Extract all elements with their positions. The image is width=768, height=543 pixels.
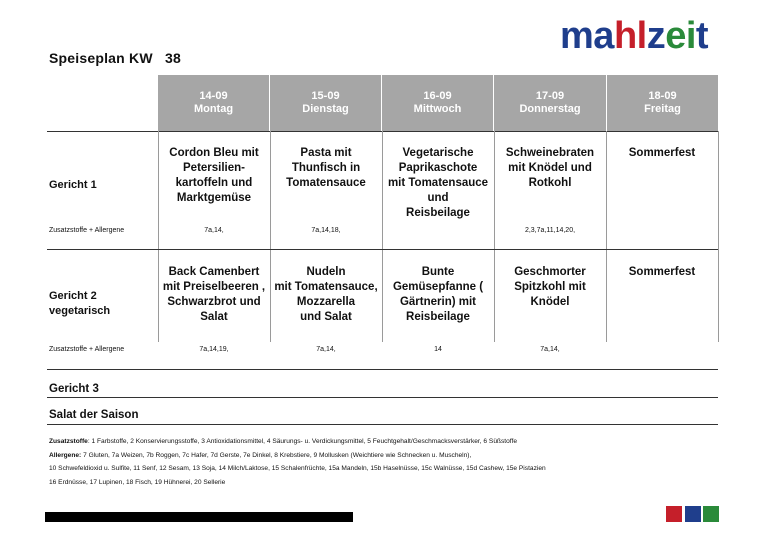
day-name: Donnerstag (519, 103, 581, 115)
day-date: 18-09 (648, 90, 677, 102)
logo-letter: a (593, 15, 614, 57)
logo-letter: m (560, 15, 594, 57)
footnote-text: 7 Gluten, 7a Weizen, 7b Roggen, 7c Hafer, 7d Gerste, 7e Dinkel, 8 Krebstiere, 9 Mollusken (Weichtiere wie Schnecken u. Muscheln), (81, 452, 472, 459)
additives-gericht1-tuesday: 7a,14,18, (311, 227, 341, 234)
dish-gericht2-friday (607, 265, 717, 280)
dish-line: und (427, 192, 449, 204)
row-label-line: Gericht 2 (49, 290, 97, 302)
dish-line: Pasta mit (300, 147, 352, 159)
dish-gericht2-tuesday (271, 265, 381, 325)
footnote-line-3: 10 Schwefeldioxid u. Sulfite, 11 Senf, 12 Sesam, 13 Soja, 14 Milch/Laktose, 15 Schalenfrüchte, 15a Mandeln, 15b Haselnüsse, 15c Walnüsse, 15d Cashew, 15e Pistazien (49, 465, 546, 472)
additives-gericht2-thursday: 7a,14, (540, 346, 560, 353)
row-divider (47, 424, 718, 425)
dish-line: Tomatensauce (286, 177, 366, 189)
logo-letter: e (665, 15, 686, 57)
row-label-gericht-2 (49, 289, 110, 319)
row-divider (47, 249, 718, 250)
day-name: Montag (193, 103, 234, 115)
dish-gericht1-wednesday (383, 146, 493, 221)
footer-square-blue (685, 506, 701, 522)
dish-line: Bunte (421, 266, 455, 278)
dish-gericht2-monday (159, 265, 269, 325)
day-date: 16-09 (423, 90, 452, 102)
logo-letter: l (636, 15, 647, 57)
dish-line: Sommerfest (628, 266, 696, 278)
footnote-allergene (49, 451, 471, 460)
dish-line: Gärtnerin) mit (399, 296, 477, 308)
dish-line: Vegetarische (402, 147, 474, 159)
dish-gericht1-tuesday (271, 146, 381, 191)
mahlzeit-logo (560, 14, 708, 58)
day-name: Mittwoch (413, 103, 462, 115)
page-title: Speiseplan KW 38 (49, 50, 181, 66)
dish-line: Mozzarella (296, 296, 356, 308)
day-header-monday (158, 75, 269, 131)
logo-letter: h (613, 15, 637, 57)
dish-line: Rotkohl (528, 177, 572, 189)
dish-line: Knödel (530, 296, 570, 308)
dish-line: Marktgemüse (176, 192, 252, 204)
footer-square-green (703, 506, 719, 522)
dish-line: Spitzkohl mit (514, 281, 586, 293)
row-label-gericht-3: Gericht 3 (49, 383, 99, 395)
row-divider (47, 397, 718, 398)
dish-line: Reisbeilage (406, 207, 470, 219)
dish-line: Geschmorter (514, 266, 586, 278)
row-label-gericht-1: Gericht 1 (49, 179, 97, 191)
footnote-label: Allergene: (49, 452, 82, 459)
dish-line: mit Tomatensauce (387, 177, 489, 189)
footnote-line-4: 16 Erdnüsse, 17 Lupinen, 18 Fisch, 19 Hühnerei, 20 Sellerie (49, 479, 226, 486)
dish-line: Nudeln (306, 266, 346, 278)
logo-letter: t (695, 15, 709, 57)
day-header-tuesday (270, 75, 381, 131)
additives-label: Zusatzstoffe + Allergene (49, 346, 125, 353)
dish-line: Salat (200, 311, 228, 323)
dish-line: Gemüsepfanne ( (392, 281, 484, 293)
dish-gericht1-thursday (495, 146, 605, 191)
dish-gericht1-monday (159, 146, 269, 206)
dish-line: Back Camenbert (168, 266, 260, 278)
dish-line: und Salat (300, 311, 352, 323)
dish-line: mit Tomatensauce, (274, 281, 378, 293)
dish-line: Cordon Bleu mit (169, 147, 259, 159)
day-header-wednesday (382, 75, 493, 131)
day-header-friday (607, 75, 718, 131)
day-date: 17-09 (535, 90, 565, 102)
dish-line: Reisbeilage (406, 311, 470, 323)
logo-letter: i (685, 15, 696, 57)
dish-line: Petersilien- (183, 162, 245, 174)
dish-line: kartoffeln und (175, 177, 253, 189)
additives-label: Zusatzstoffe + Allergene (49, 227, 125, 234)
dish-line: mit Knödel und (508, 162, 592, 174)
dish-gericht2-thursday (495, 265, 605, 310)
day-name: Freitag (644, 103, 681, 115)
day-date: 15-09 (311, 90, 340, 102)
dish-line: Schwarzbrot und (167, 296, 261, 308)
dish-gericht1-friday (607, 146, 717, 161)
footnote-zusatzstoffe (49, 437, 517, 446)
day-date: 14-09 (199, 90, 228, 102)
footer-square-red (666, 506, 682, 522)
additives-gericht1-monday: 7a,14, (204, 227, 224, 234)
dish-line: Schweinebraten (505, 147, 595, 159)
day-name: Dienstag (302, 103, 349, 115)
row-label-line: vegetarisch (49, 305, 111, 317)
weekday-header (158, 75, 718, 131)
additives-gericht2-wednesday: 14 (434, 346, 442, 353)
grid-line (718, 131, 719, 342)
additives-gericht2-monday: 7a,14,19, (199, 346, 229, 353)
dish-line: Sommerfest (628, 147, 696, 159)
footnote-label: Zusatzstoffe (49, 438, 88, 445)
dish-line: Thunfisch in (291, 162, 361, 174)
row-label-salat: Salat der Saison (49, 409, 139, 421)
footnote-text: : 1 Farbstoffe, 2 Konservierungsstoffe, 3 Antioxidationsmittel, 4 Säurungs- u. Verdickungsmittel, 5 Feuchtgehalt/Geschmacksverstärker, 6 Süßstoffe (87, 438, 518, 445)
day-header-thursday (494, 75, 606, 131)
footer-black-bar (45, 512, 353, 522)
dish-gericht2-wednesday (383, 265, 493, 325)
dish-line: mit Preiselbeeren , (162, 281, 266, 293)
logo-letter: z (646, 15, 666, 57)
row-divider (47, 369, 718, 370)
dish-line: Paprikaschote (398, 162, 478, 174)
additives-gericht2-tuesday: 7a,14, (316, 346, 336, 353)
additives-gericht1-thursday: 2,3,7a,11,14,20, (524, 227, 576, 234)
grid-line (606, 131, 607, 342)
